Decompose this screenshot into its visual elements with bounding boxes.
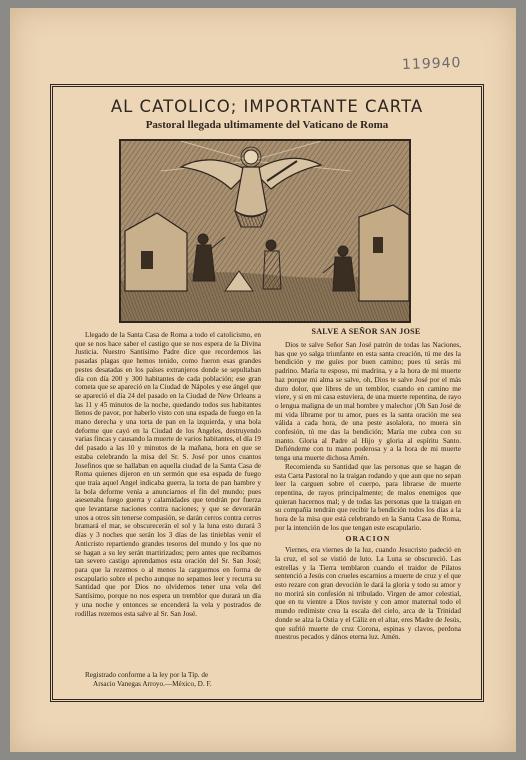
right-text-column — [275, 341, 461, 642]
recommendation-paragraph: Recomienda su Santidad que las personas que se hagan de esta Carta Pastoral no la traigan rodando y que aun que no sepan leer la carguen sobre el cuerpo, para librarse de muerte repentina, de rayos principalmente; de malos enemigos que quieran hacernos mal; y de todas las personas que la traigan en su compañía tendrán que recibir la bendición todos los días a la hora de la misa que está celebrando en la Santa Casa de Roma, por la intención de los que tengan este escapulario. — [275, 462, 461, 532]
prayer-paragraph: Dios te salve Señor San José patrón de todas las Naciones, has que yo salga triunfante en esta santa creación, tú me des la bendición y me guíes por buen camino; pues tú serás mi padrino. María tu esposo, mi madrina, y a la hora de mi muerte haz porque mi alma se salve, oh, Dios te salve José por el más duro dolor, que libres de un temblor, cuando en camino me viere, y si en mi casa estuviera, de una muerte repentina, de rayo o lengua maligna de un mal hombre y malechor ¡Oh San José de mi vida líbrame por tu amor, pues es la santa oración me sea válida a cada hora, de una peste asolalora, no muera sin confesión, tú me das la bendición; María me cubra con su manto. Gloria al Padre al Hijo y gloria al espíritu Santo. Defiéndeme con tu mano poderosa y a la hora de mi muerte tenga una muerte dichosa Amén. — [275, 341, 461, 463]
oracion-heading: ORACION — [345, 534, 391, 544]
registration-note — [79, 671, 265, 688]
broadside-frame — [50, 84, 484, 702]
broadside-title: AL CATOLICO; IMPORTANTE CARTA — [110, 97, 424, 116]
document-page — [10, 8, 516, 752]
registration-line-1: Registrado conforme a la ley por la Tip. de — [85, 671, 209, 679]
woodcut-drawing — [121, 141, 409, 321]
oracion-paragraph: Viernes, era viernes de la luz, cuando Jesucristo padeció en la cruz, el sol se vistió de luto. La Luna se obscureció. Las estrellas y la Tierra temblaron cuando el traidor de Pilatos sentenció a Jesús con crueles escarnios a muerte de cruz y el que esto rezare con gran devoción le dará la gloria y todo su amor y no morirá sin confesión ni tribulado. Virgen de amor celestial, que en tu vientre a Dios tuviste y con amor maternal todo el mundo redimiste crea la escala del cielo, arca de la Trinidad donde se alza la Ostia y el Cáliz en el altar, eres Madre de Jesús, que sufrió muerte de cruz Corona, espinas y clavos, perdona nuestros pecados y dános eterna luz. Amén. — [275, 546, 461, 642]
woodcut-caption: SALVE A SEÑOR SAN JOSE — [311, 327, 421, 336]
registration-line-2: Arsacio Vanegas Arroyo.—México, D. F. — [93, 679, 212, 688]
left-text-column — [75, 331, 261, 618]
angel-woodcut-illustration — [119, 139, 411, 323]
catalog-number: 119940 — [401, 54, 462, 74]
broadside-subtitle: Pastoral llegada ultimamente del Vaticano de Roma — [145, 119, 389, 131]
left-column-paragraph: Llegado de la Santa Casa de Roma a todo el catolicismo, en que se nos hace saber el castigo que se nos espera de la Divina Justicia. Nuestro Santísimo Padre dice que recordemos las pasadas plagas que hemos tenido, como fueron esas grandes pestes desatadas en los países extranjeros donde se sepultaban día con día 200 y 300 habitantes de cada población; ese gran cometa que se apareció en la Ciudad de Nápoles y ese ángel que se apareció el día 24 del pasado en la Ciudad de New Orleans a las 11 y 45 minutos de la noche, quedando todos sus habitantes llenos de pavor, por haberlo visto con una espada de fuego en la mano derecha y una torta de pan en la izquierda, y una bola deforme que cayó en la Ciudad de los Angeles, destruyendo varias fincas y causando la muerte de varios habitantes, el día 19 del pasado a las 10 y minutos de la mañana, hora en que se estaba celebrando la misa del Sr. S. José por unos cuantos Josefinos que se hallaban en aquella ciudad de la Santa Casa de Roma quienes dijeron en un sermón que esa espada de fuego que traía aquel Angel indicaba guerra, la torta de pan hambre y la bola deforme venía a anunciarnos el fin del mundo; pues asesenaba fuego guerra y calamidades que tendrán por fuerza que levantarse naciones contra naciones; y que se devorarán unos a otros sin tenerse compasión, se darán cerros contra cerros bramará el mar, se obscurecerán el sol y la luna esto durará 3 días y 3 noches que serán los 3 días de las tinieblas venir el Anticristo repartiendo grandes tesoros del mundo y los que no se hagan a su ley serán martirizados; pero antes que recibamos tan severo castigo aprendamos esta oración del Sr. San José; para que la rezemos o al menos la carguemos en forma de escapulario sobre el pecho aunque no sepamos leer y recurra su Santidad que por Dios no olvidemos tener una vela del Santísimo, porque no nos espera un tremblor que durará un día y una noche y entonces se encenderá la vela y postrados de rodillas rezemos esta salve al Sr. San José. — [75, 331, 262, 618]
